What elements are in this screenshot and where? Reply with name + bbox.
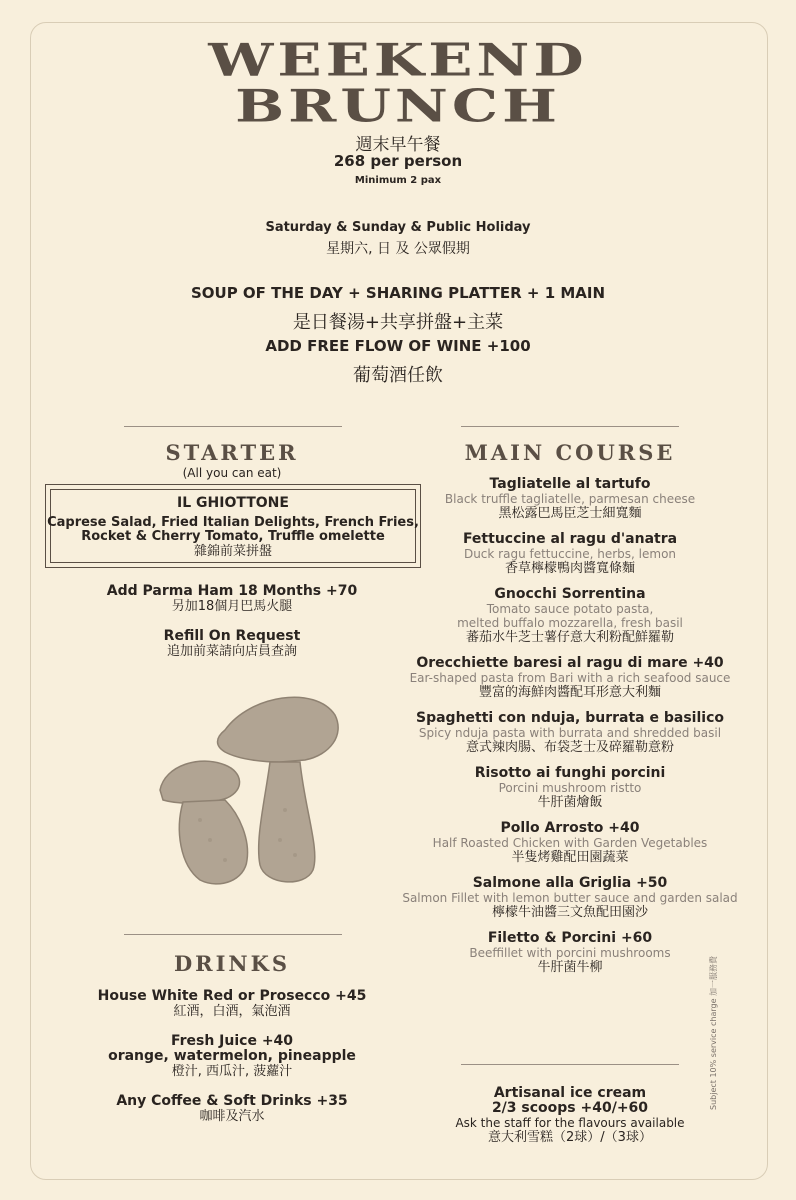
dessert bbox=[400, 1085, 740, 1145]
main-item bbox=[400, 820, 740, 865]
main-item bbox=[400, 710, 740, 755]
service-charge-text: Subject 10% service charge bbox=[709, 998, 718, 1110]
dessert-name: Artisanal ice cream bbox=[493, 1085, 647, 1101]
dessert-price: 2/3 scoops +40/+60 bbox=[491, 1100, 649, 1116]
main-item-name: Filetto & Porcini +60 bbox=[487, 930, 653, 946]
main-item-chinese: 豐富的海鮮肉醬配耳形意大利麵 bbox=[478, 685, 661, 700]
drink-wine: House White Red or Prosecco +45 bbox=[97, 988, 367, 1004]
available-days-chinese: 星期六, 日 及 公眾假期 bbox=[326, 241, 470, 257]
drink-coffee: Any Coffee & Soft Drinks +35 bbox=[116, 1093, 348, 1109]
drink-wine-chinese: 紅酒，白酒，氣泡酒 bbox=[173, 1004, 291, 1019]
service-charge-note bbox=[708, 955, 719, 1110]
main-item-chinese: 檸檬牛油醬三文魚配田園沙 bbox=[491, 905, 648, 920]
main-item bbox=[400, 531, 740, 576]
main-item-description: Porcini mushroom ristto bbox=[498, 781, 642, 795]
minimum-pax: Minimum 2 pax bbox=[354, 175, 442, 186]
available-days: Saturday & Sunday & Public Holiday bbox=[265, 220, 531, 235]
main-item bbox=[400, 765, 740, 810]
parma-ham-addon: Add Parma Ham 18 Months +70 bbox=[106, 583, 358, 599]
main-item-name: Spaghetti con nduja, burrata e basilico bbox=[416, 710, 724, 726]
free-flow-wine: ADD FREE FLOW OF WINE +100 bbox=[265, 337, 531, 355]
main-item-name: Tagliatelle al tartufo bbox=[489, 476, 651, 492]
starter-subtitle: (All you can eat) bbox=[182, 466, 282, 480]
main-item-chinese: 牛肝菌牛柳 bbox=[537, 960, 603, 975]
ghiottone-chinese: 雜錦前菜拼盤 bbox=[193, 544, 272, 559]
main-item bbox=[400, 875, 740, 920]
main-item bbox=[400, 476, 740, 521]
ghiottone-box bbox=[45, 484, 421, 568]
main-item-name: Risotto ai funghi porcini bbox=[474, 765, 666, 781]
title-brunch: BRUNCH bbox=[235, 79, 561, 133]
free-flow-wine-chinese: 葡萄酒任飲 bbox=[353, 365, 443, 386]
main-item-name: Orecchiette baresi al ragu di mare +40 bbox=[416, 655, 724, 671]
main-course-heading: MAIN COURSE bbox=[464, 440, 676, 465]
main-item-description: Duck ragu fettuccine, herbs, lemon bbox=[463, 547, 677, 561]
main-item-chinese: 牛肝菌燴飯 bbox=[537, 795, 603, 810]
divider bbox=[124, 426, 342, 427]
starter-heading: STARTER bbox=[165, 440, 299, 465]
drink-juice: Fresh Juice +40 bbox=[170, 1033, 294, 1049]
drink-juice-flavours: orange, watermelon, pineapple bbox=[108, 1048, 356, 1064]
main-item-chinese: 香草檸檬鴨肉醬寬條麵 bbox=[504, 561, 635, 576]
dessert-chinese: 意大利雪糕（2球）/（3球） bbox=[488, 1130, 652, 1145]
price: 268 per person bbox=[333, 152, 463, 170]
service-charge-text-chinese: 加一服務費 bbox=[709, 955, 718, 996]
drinks-heading: DRINKS bbox=[173, 951, 291, 976]
dessert-description: Ask the staff for the flavours available bbox=[455, 1116, 685, 1130]
main-item bbox=[400, 586, 740, 645]
main-item-description: Half Roasted Chicken with Garden Vegetables bbox=[432, 836, 708, 850]
main-item-chinese: 半隻烤雞配田園蔬菜 bbox=[511, 850, 629, 865]
main-item-name: Gnocchi Sorrentina bbox=[494, 586, 646, 602]
ghiottone-line2: Rocket & Cherry Tomato, Truffle omelette bbox=[81, 529, 385, 544]
main-item-description: Beeffillet with porcini mushrooms bbox=[469, 946, 671, 960]
main-item-name: Pollo Arrosto +40 bbox=[500, 820, 640, 836]
main-item-description: Black truffle tagliatelle, parmesan cheese bbox=[444, 492, 696, 506]
main-item-description: Ear-shaped pasta from Bari with a rich seafood sauce bbox=[409, 671, 731, 685]
ghiottone-line1: Caprese Salad, Fried Italian Delights, French Fries, bbox=[47, 515, 419, 530]
title-chinese: 週末早午餐 bbox=[355, 135, 441, 155]
divider bbox=[124, 934, 342, 935]
main-item-chinese: 意式辣肉腸、布袋芝士及碎羅勒意粉 bbox=[465, 740, 674, 755]
set-description-chinese: 是日餐湯+共享拼盤+主菜 bbox=[292, 312, 504, 333]
title-weekend: WEEKEND bbox=[208, 33, 588, 87]
main-item-description: Tomato sauce potato pasta, bbox=[486, 602, 654, 616]
set-description: SOUP OF THE DAY + SHARING PLATTER + 1 MAIN bbox=[190, 284, 606, 302]
ghiottone-title: IL GHIOTTONE bbox=[177, 495, 289, 511]
parma-ham-addon-chinese: 另加18個月巴馬火腿 bbox=[171, 599, 293, 614]
divider bbox=[461, 1064, 679, 1065]
porcini-mushroom-illustration bbox=[155, 690, 340, 895]
main-item-description: Spicy nduja pasta with burrata and shredded basil bbox=[418, 726, 722, 740]
main-item-name: Salmone alla Griglia +50 bbox=[472, 875, 668, 891]
main-item-chinese: 黑松露巴馬臣芝士細寬麵 bbox=[498, 506, 642, 521]
main-item-description: melted buffalo mozzarella, fresh basil bbox=[457, 616, 683, 630]
main-item bbox=[400, 930, 740, 975]
main-item-chinese: 蕃茄水牛芝士薯仔意大利粉配鮮羅勒 bbox=[465, 630, 674, 645]
drink-coffee-chinese: 咖啡及汽水 bbox=[199, 1109, 265, 1124]
main-item bbox=[400, 655, 740, 700]
drink-juice-chinese: 橙汁, 西瓜汁, 菠蘿汁 bbox=[171, 1064, 293, 1079]
main-item-name: Fettuccine al ragu d'anatra bbox=[462, 531, 678, 547]
divider bbox=[461, 426, 679, 427]
refill-on-request: Refill On Request bbox=[163, 628, 301, 644]
refill-on-request-chinese: 追加前菜請向店員查詢 bbox=[166, 644, 297, 659]
main-item-description: Salmon Fillet with lemon butter sauce and garden salad bbox=[402, 891, 738, 905]
